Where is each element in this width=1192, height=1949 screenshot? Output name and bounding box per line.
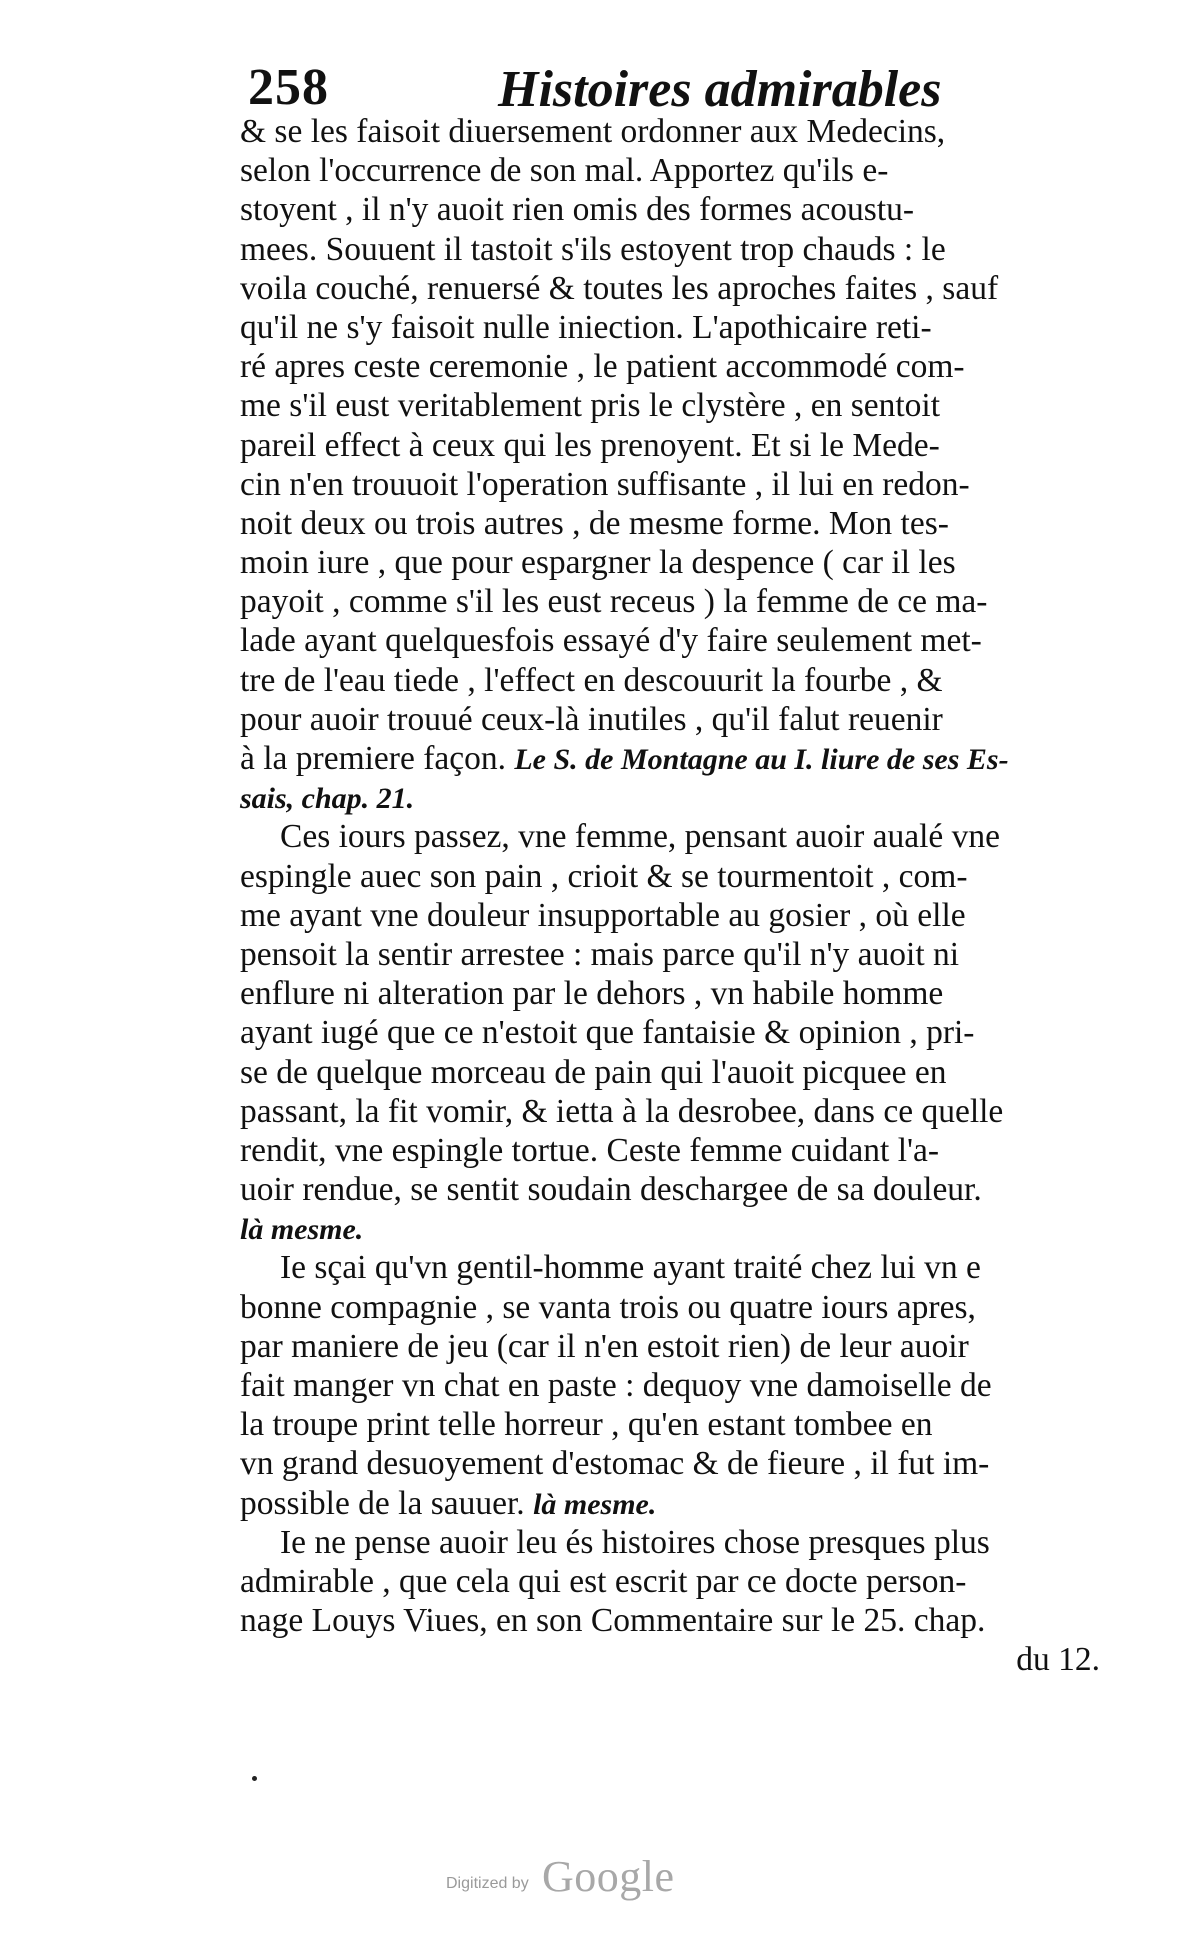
text-line: par maniere de jeu (car il n'en estoit rien) de leur auoir xyxy=(240,1327,969,1365)
text-line: enflure ni alteration par le dehors , vn habile homme xyxy=(240,975,944,1013)
text-line: qu'il ne s'y faisoit nulle iniection. L'apothicaire reti- xyxy=(240,308,932,346)
text-line: fait manger vn chat en paste : dequoy vne damoiselle de xyxy=(240,1367,992,1404)
text-line: pareil effect à ceux qui les prenoyent. Et si le Mede- xyxy=(240,426,940,464)
text-fragment: à la premiere façon. xyxy=(240,740,506,777)
text-line: espingle auec son pain , crioit & se tourmentoit , com- xyxy=(240,857,968,895)
source-citation: là mesme. xyxy=(240,1213,364,1247)
running-head: Histoires admirables xyxy=(498,61,942,118)
body-text xyxy=(240,112,1100,1680)
text-line: lade ayant quelquesfois essayé d'y faire seulement met- xyxy=(240,622,982,660)
text-line: pour auoir trouué ceux-là inutiles , qu'il falut reuenir xyxy=(240,700,943,738)
text-line: & se les faisoit diuersement ordonner aux Medecins, xyxy=(240,113,946,150)
text-line: stoyent , il n'y auoit rien omis des formes acoustu- xyxy=(240,191,915,229)
text-line: rendit, vne espingle tortue. Ceste femme cuidant l'a- xyxy=(240,1131,940,1169)
digitization-watermark xyxy=(446,1851,706,1901)
text-line: ré apres ceste ceremonie , le patient accommodé com- xyxy=(240,348,965,386)
catchword: du 12. xyxy=(1016,1641,1100,1679)
text-line: admirable , que cela qui est escrit par ce docte person- xyxy=(240,1562,967,1600)
source-citation: là mesme. xyxy=(533,1487,657,1521)
text-line xyxy=(240,739,1100,778)
text-line: tre de l'eau tiede , l'effect en descouurit la fourbe , & xyxy=(240,661,943,699)
text-line: voila couché, renuersé & toutes les aproches faites , sauf xyxy=(240,269,999,307)
text-line: Ie sçai qu'vn gentil-homme ayant traité chez lui vn e xyxy=(280,1249,981,1287)
watermark-prefix: Digitized by xyxy=(446,1875,529,1892)
text-line xyxy=(240,1484,1100,1523)
text-line: pensoit la sentir arrestee : mais parce qu'il n'y auoit ni xyxy=(240,935,960,973)
text-line: cin n'en trouuoit l'operation suffisante , il lui en redon- xyxy=(240,465,970,503)
text-line: uoir rendue, se sentit soudain deschargee de sa douleur. xyxy=(240,1171,982,1209)
text-fragment: possible de la sauuer. xyxy=(240,1484,525,1522)
text-line xyxy=(240,1209,1100,1248)
text-line: se de quelque morceau de pain qui l'auoit picquee en xyxy=(240,1053,947,1091)
text-line: payoit , comme s'il les eust receus ) la femme de ce ma- xyxy=(240,583,988,621)
text-line: me s'il eust veritablement pris le clystère , en sentoit xyxy=(240,387,941,425)
text-line: nage Louys Viues, en son Commentaire sur le 25. chap. xyxy=(240,1602,986,1640)
ink-speck xyxy=(252,1776,257,1781)
source-citation: sais, chap. 21. xyxy=(240,782,415,816)
source-citation: Le S. de Montagne au I. liure de ses Es- xyxy=(514,743,1009,776)
text-line: Ie ne pense auoir leu és histoires chose presques plus xyxy=(280,1523,990,1561)
text-line: selon l'occurrence de son mal. Apportez qu'ils e- xyxy=(240,152,889,190)
text-line: bonne compagnie , se vanta trois ou quatre iours apres, xyxy=(240,1288,976,1326)
text-line: passant, la fit vomir, & ietta à la desrobee, dans ce quelle xyxy=(240,1092,1004,1130)
text-line: moin iure , que pour espargner la despence ( car il les xyxy=(240,544,956,582)
text-line xyxy=(240,778,1100,817)
text-line: la troupe print telle horreur , qu'en estant tombee en xyxy=(240,1406,933,1444)
google-logo: Google xyxy=(542,1852,675,1901)
text-line: mees. Souuent il tastoit s'ils estoyent trop chauds : le xyxy=(240,230,946,268)
text-line: ayant iugé que ce n'estoit que fantaisie & opinion , pri- xyxy=(240,1014,975,1052)
text-line: me ayant vne douleur insupportable au gosier , où elle xyxy=(240,896,966,934)
page-number: 258 xyxy=(248,59,329,116)
text-line: Ces iours passez, vne femme, pensant auoir aualé vne xyxy=(280,818,1001,856)
text-line: noit deux ou trois autres , de mesme forme. Mon tes- xyxy=(240,504,949,542)
text-line: vn grand desuoyement d'estomac & de fieure , il fut im- xyxy=(240,1445,990,1483)
